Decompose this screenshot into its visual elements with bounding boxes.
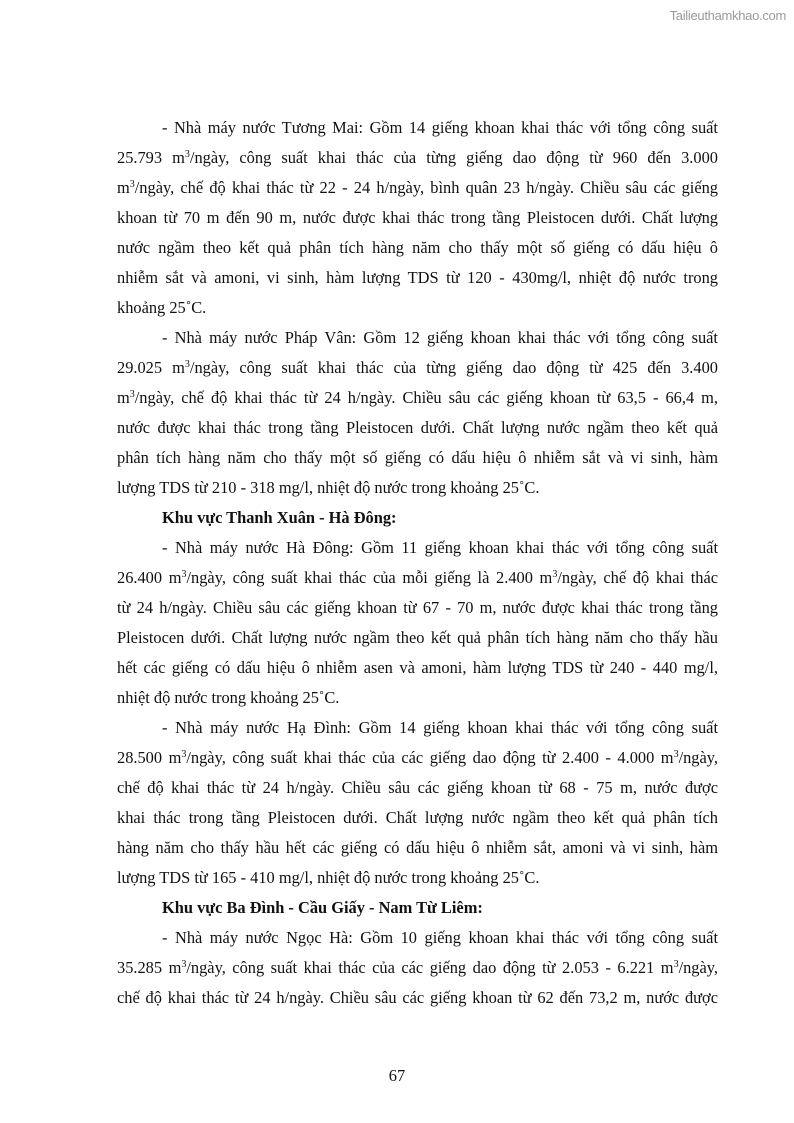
paragraph-line: 28.500 $m^3$/ngày, công suất khai thác của các giếng dao động từ 2.400 - 4.000 $m^3$/ngày, [117,748,719,767]
paragraph-line: khoảng 25˚C. [117,298,207,317]
paragraph-line: - Nhà máy nước Hạ Đình: Gồm 14 giếng khoan khai thác với tổng công suất [162,718,718,737]
superscript-3: 3 [181,569,187,580]
superscript-3: 3 [552,569,558,580]
paragraph-line: - Nhà máy nước Tương Mai: Gồm 14 giếng khoan khai thác với tổng công suất [162,118,718,137]
paragraph-line: $m^3$/ngày, chế độ khai thác từ 24 h/ngày. Chiều sâu các giếng khoan từ 63,5 - 66,4 m, [117,388,718,407]
paragraph-line: chế độ khai thác từ 24 h/ngày. Chiều sâu các giếng khoan từ 62 đến 73,2 m, nước được [117,988,718,1007]
paragraph-line: nước ngầm theo kết quả phân tích hàng năm cho thấy một số giếng có dấu hiệu ô [117,238,718,257]
section-heading: Khu vực Ba Đình - Cầu Giấy - Nam Từ Liêm: [162,898,483,917]
superscript-3: 3 [181,959,187,970]
paragraph-line: hết các giếng có dấu hiệu ô nhiễm asen và amoni, hàm lượng TDS từ 240 - 440 mg/l, [117,658,718,677]
paragraph-line: Pleistocen dưới. Chất lượng nước ngầm theo kết quả phân tích hàng năm cho thấy hầu [117,628,718,647]
paragraph [117,113,718,323]
paragraph-line: $m^3$/ngày, chế độ khai thác từ 22 - 24 h/ngày, bình quân 23 h/ngày. Chiều sâu các giếng [117,178,718,197]
watermark: Tailieuthamkhao.com [669,8,786,23]
paragraph-line: 29.025 $m^3$/ngày, công suất khai thác của từng giếng dao động từ 425 đến 3.400 [117,358,718,377]
paragraph-line: nước được khai thác trong tầng Pleistocen dưới. Chất lượng nước ngầm theo kết quả [117,418,718,437]
superscript-3: 3 [673,749,679,760]
paragraph [117,923,718,1013]
paragraph-line: - Nhà máy nước Hà Đông: Gồm 11 giếng khoan khai thác với tổng công suất [162,538,718,557]
section-heading: Khu vực Thanh Xuân - Hà Đông: [162,508,397,527]
page-number: 67 [388,1066,406,1085]
paragraph-line: hàng năm cho thấy hầu hết các giếng có dấu hiệu ô nhiễm sắt, amoni và vi sinh, hàm [117,838,718,857]
paragraph-line: 35.285 $m^3$/ngày, công suất khai thác của các giếng dao động từ 2.053 - 6.221 $m^3$/ngày, [117,958,719,977]
paragraph-line: từ 24 h/ngày. Chiều sâu các giếng khoan từ 67 - 70 m, nước được khai thác trong tầng [117,598,718,617]
paragraph-line: chế độ khai thác từ 24 h/ngày. Chiều sâu các giếng khoan từ 68 - 75 m, nước được [117,778,718,797]
document-body [117,113,718,1013]
paragraph-line: phân tích hàng năm cho thấy một số giếng có dấu hiệu ô nhiễm sắt và vi sinh, hàm [117,448,718,467]
paragraph-line: 26.400 $m^3$/ngày, công suất khai thác của mỗi giếng là 2.400 $m^3$/ngày, chế độ khai thác [117,568,719,587]
paragraph [117,713,718,893]
superscript-3: 3 [184,359,190,370]
paragraph-line: - Nhà máy nước Ngọc Hà: Gồm 10 giếng khoan khai thác với tổng công suất [162,928,718,947]
superscript-3: 3 [184,149,190,160]
paragraph [117,533,718,713]
paragraph [117,323,718,503]
superscript-3: 3 [129,389,135,400]
superscript-3: 3 [673,959,679,970]
superscript-3: 3 [129,179,135,190]
paragraph-line: khoan từ 70 m đến 90 m, nước được khai thác trong tầng Pleistocen dưới. Chất lượng [117,208,718,227]
paragraph-line: lượng TDS từ 165 - 410 mg/l, nhiệt độ nước trong khoảng 25˚C. [117,868,540,887]
superscript-3: 3 [181,749,187,760]
paragraph-line: - Nhà máy nước Pháp Vân: Gồm 12 giếng khoan khai thác với tổng công suất [162,328,718,347]
paragraph-line: nhiễm sắt và amoni, vi sinh, hàm lượng TDS từ 120 - 430mg/l, nhiệt độ nước trong [117,268,718,287]
paragraph-line: khai thác trong tầng Pleistocen dưới. Chất lượng nước ngầm theo kết quả phân tích [117,808,718,827]
paragraph-line: lượng TDS từ 210 - 318 mg/l, nhiệt độ nước trong khoảng 25˚C. [117,478,540,497]
paragraph-line: nhiệt độ nước trong khoảng 25˚C. [117,688,340,707]
paragraph-line: 25.793 $m^3$/ngày, công suất khai thác của từng giếng dao động từ 960 đến 3.000 [117,148,718,167]
